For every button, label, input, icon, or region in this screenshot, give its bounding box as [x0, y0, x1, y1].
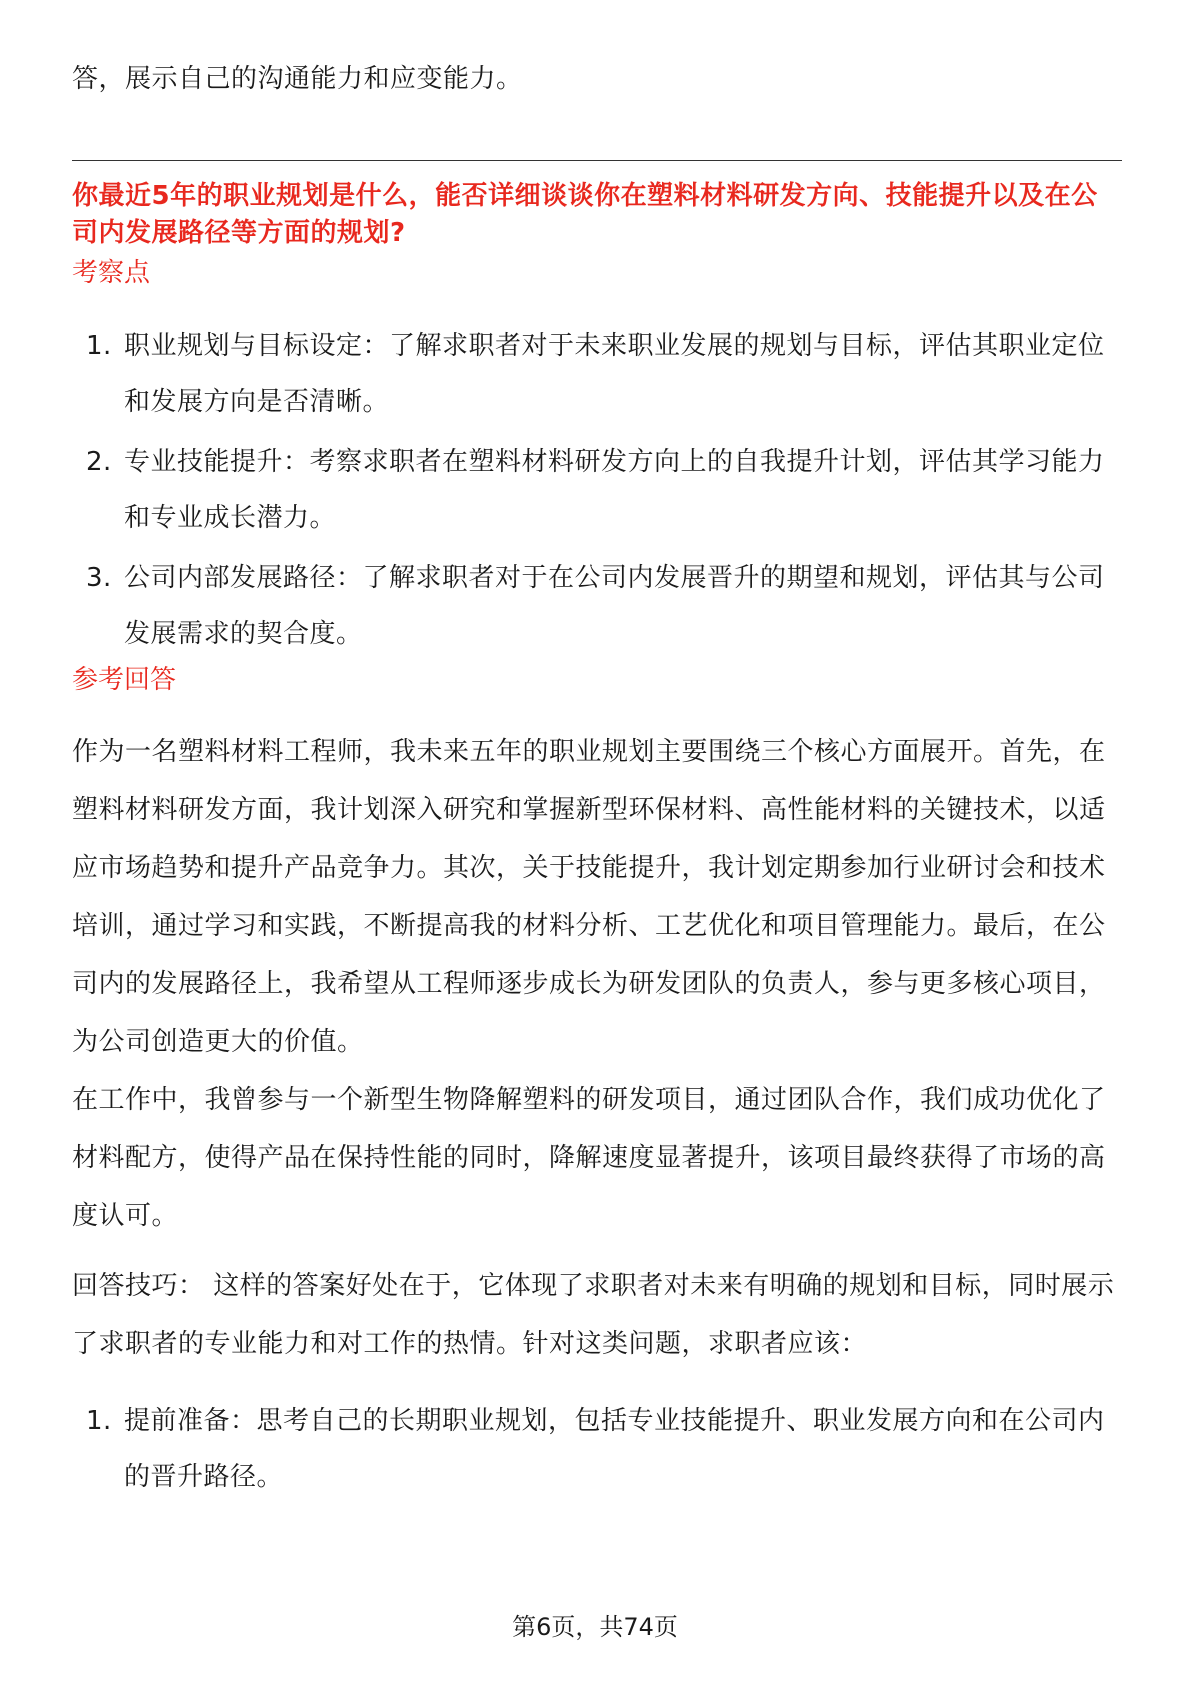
answer-title: 参考回答: [72, 665, 177, 695]
list-item-text: 职业规划与目标设定：了解求职者对于未来职业发展的规划与目标，评估其职业定位和发展方向是否清晰。: [124, 331, 1105, 417]
answer-tips-paragraph: 回答技巧： 这样的答案好处在于，它体现了求职者对未来有明确的规划和目标，同时展示了求职者的专业能力和对工作的热情。针对这类问题，求职者应该：: [72, 1271, 1115, 1359]
page-footer: 第6页，共74页: [512, 1613, 678, 1641]
list-item: [72, 550, 1122, 662]
list-number: 2.: [86, 447, 112, 477]
list-number: 1.: [86, 1406, 112, 1436]
intro-text: 答，展示自己的沟通能力和应变能力。: [72, 64, 523, 94]
list-item-text: 提前准备：思考自己的长期职业规划，包括专业技能提升、职业发展方向和在公司内的晋升路径。: [124, 1406, 1105, 1492]
list-item-text: 公司内部发展路径：了解求职者对于在公司内发展晋升的期望和规划，评估其与公司发展需求的契合度。: [124, 563, 1105, 649]
list-item: [72, 434, 1122, 546]
answer-paragraph: 在工作中，我曾参与一个新型生物降解塑料的研发项目，通过团队合作，我们成功优化了材料配方，使得产品在保持性能的同时，降解速度显著提升，该项目最终获得了市场的高度认可。: [72, 1085, 1106, 1231]
question-heading: 你最近5年的职业规划是什么，能否详细谈谈你在塑料材料研发方向、技能提升以及在公司内发展路径等方面的规划?: [72, 181, 1098, 248]
answer-paragraph: 作为一名塑料材料工程师，我未来五年的职业规划主要围绕三个核心方面展开。首先，在塑料材料研发方面，我计划深入研究和掌握新型环保材料、高性能材料的关键技术，以适应市场趋势和提升产品竞争力。其次，关于技能提升，我计划定期参加行业研讨会和技术培训，通过学习和实践，不断提高我的材料分析、工艺优化和项目管理能力。最后，在公司内的发展路径上，我希望从工程师逐步成长为研发团队的负责人，参与更多核心项目，为公司创造更大的价值。: [72, 737, 1106, 1057]
list-number: 3.: [86, 563, 112, 593]
list-item: [72, 318, 1122, 430]
list-item-text: 专业技能提升：考察求职者在塑料材料研发方向上的自我提升计划，评估其学习能力和专业成长潜力。: [124, 447, 1105, 533]
tips-list: [72, 1393, 1122, 1509]
points-title: 考察点: [72, 258, 151, 288]
points-list: [72, 318, 1122, 666]
section-divider: [72, 160, 1122, 161]
list-item: [72, 1393, 1122, 1505]
list-number: 1.: [86, 331, 112, 361]
